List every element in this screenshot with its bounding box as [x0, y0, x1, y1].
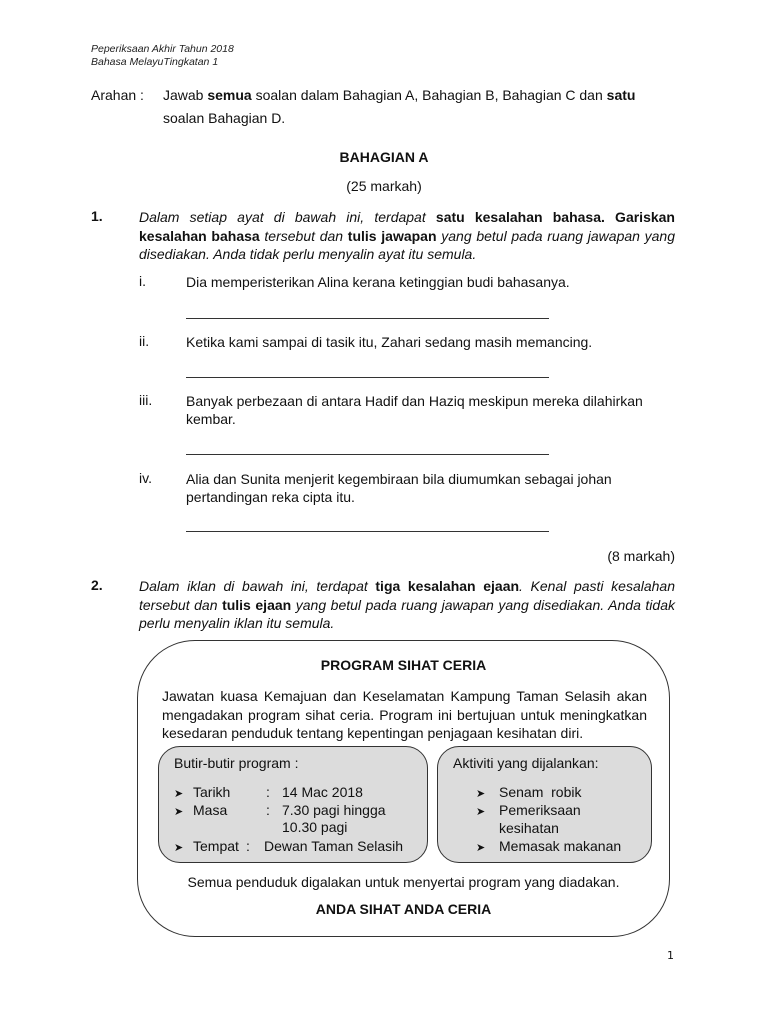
advert-title: PROGRAM SIHAT CERIA [320, 657, 487, 673]
instructions-label: Arahan : [91, 87, 144, 103]
question-2-instruction: Dalam iklan di bawah ini, terdapat tiga kesalahan ejaan. Kenal pasti kesalahan tersebut dan tulis ejaan yang betul pada ruang jawapan yang disediakan. Anda tidak perlu menyalin iklan itu semula. [139, 578, 675, 631]
question-1-instruction: Dalam setiap ayat di bawah ini, terdapat satu kesalahan bahasa. Gariskan kesalahan bahasa tersebut dan tulis jawapan yang betul pada ruang jawapan yang disediakan. Anda tidak perlu menyalin ayat itu semula. [139, 209, 675, 262]
activity-item-continuation: kesihatan [499, 820, 559, 836]
question-2-number: 2. [91, 577, 103, 593]
question-1-number: 1. [91, 208, 103, 224]
activity-item: ➤ Senam robik [476, 784, 582, 800]
item-ii-sentence: Ketika kami sampai di tasik itu, Zahari sedang masih memancing. [186, 334, 593, 350]
activity-item: ➤ Pemeriksaan [476, 802, 581, 818]
bullet-arrow-icon: ➤ [174, 806, 184, 818]
instructions-text-line2: soalan Bahagian D. [163, 110, 286, 126]
item-ii-numeral: ii. [139, 333, 150, 349]
bullet-arrow-icon: ➤ [174, 842, 184, 854]
answer-line-iv[interactable] [186, 531, 549, 532]
answer-line-ii[interactable] [186, 377, 549, 378]
page-number: 1 [667, 949, 674, 962]
item-i-sentence: Dia memperisterikan Alina kerana ketinggian budi bahasanya. [186, 274, 570, 290]
section-title: BAHAGIAN A [339, 149, 429, 165]
item-iv-sentence: Alia dan Sunita menjerit kegembiraan bila diumumkan sebagai johan pertandingan reka cipta itu. [186, 471, 612, 505]
details-heading: Butir-butir program : [174, 755, 299, 771]
activity-item: ➤ Memasak makanan [476, 838, 622, 854]
detail-row-time: ➤ Masa : 7.30 pagi hingga 10.30 pagi [174, 802, 386, 835]
bullet-arrow-icon: ➤ [476, 842, 486, 854]
bullet-arrow-icon: ➤ [476, 788, 486, 800]
detail-row-venue: ➤ Tempat : Dewan Taman Selasih [174, 838, 404, 854]
item-iii-sentence: Banyak perbezaan di antara Hadif dan Haziq meskipun mereka dilahirkan kembar. [186, 393, 643, 427]
item-i-numeral: i. [139, 273, 146, 289]
exam-header-subject: Bahasa MelayuTingkatan 1 [91, 56, 219, 68]
instructions-text: Jawab semua soalan dalam Bahagian A, Bahagian B, Bahagian C dan satu [163, 87, 636, 103]
answer-line-iii[interactable] [186, 454, 549, 455]
bullet-arrow-icon: ➤ [174, 788, 184, 800]
answer-line-i[interactable] [186, 318, 549, 319]
question-1-marks: (8 markah) [607, 548, 675, 564]
item-iii-numeral: iii. [139, 392, 153, 408]
exam-header-title: Peperiksaan Akhir Tahun 2018 [91, 43, 234, 55]
advert-intro: Jawatan kuasa Kemajuan dan Keselamatan Kampung Taman Selasih akan mengadakan program sihat ceria. Program ini bertujuan untuk meningkatkan kesedaran penduduk tentang kepentingan penjagaan kesihatan diri. [162, 688, 647, 741]
advert-footer: Semua penduduk digalakan untuk menyertai program yang diadakan. [187, 874, 620, 890]
detail-row-date: ➤ Tarikh : 14 Mac 2018 [174, 784, 363, 800]
item-iv-numeral: iv. [139, 470, 152, 486]
advert-slogan: ANDA SIHAT ANDA CERIA [315, 901, 492, 917]
activities-heading: Aktiviti yang dijalankan: [453, 755, 599, 771]
bullet-arrow-icon: ➤ [476, 806, 486, 818]
section-marks: (25 markah) [346, 178, 422, 194]
